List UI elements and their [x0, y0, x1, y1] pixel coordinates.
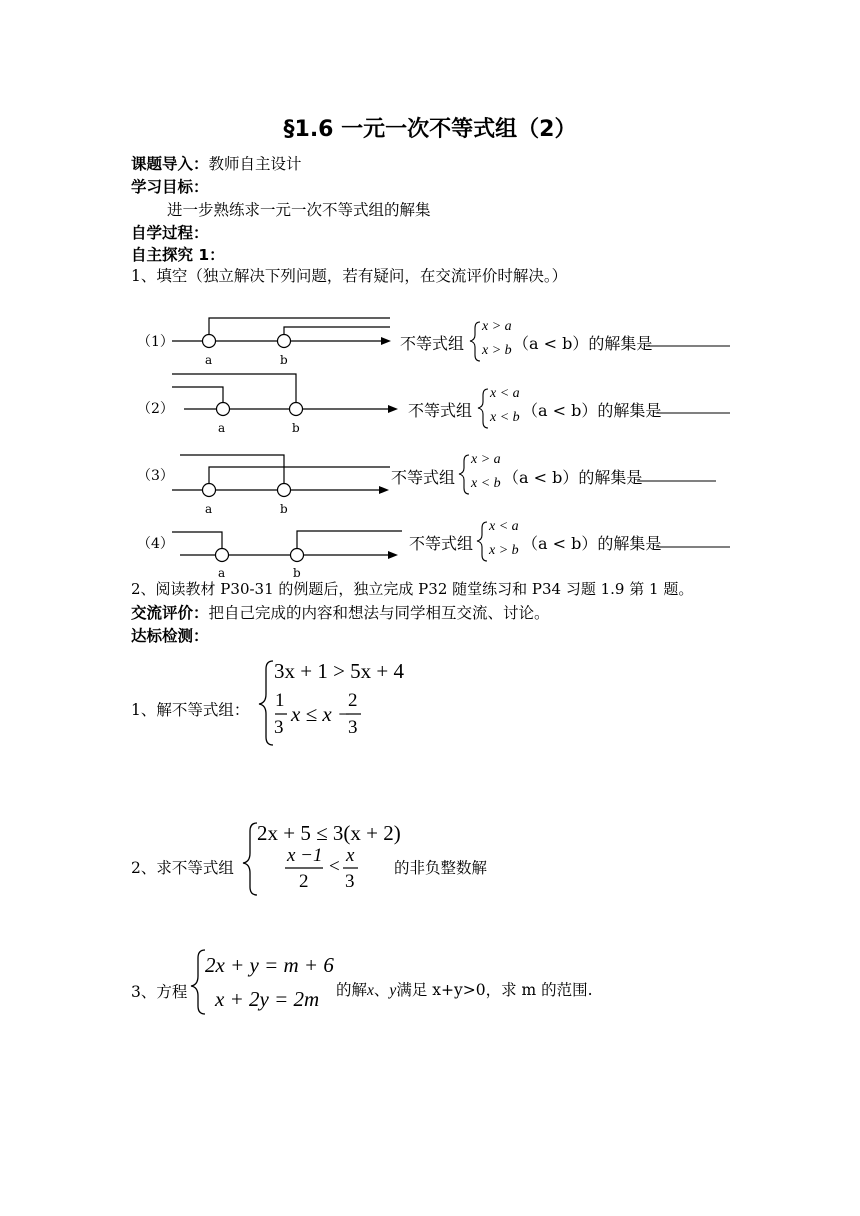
p1-label-b: b — [280, 353, 288, 367]
q1-frac1-den: 3 — [274, 717, 284, 738]
p2-label-b: b — [292, 421, 300, 435]
number-line-1 — [172, 318, 391, 348]
q3-suffix-a: 的解 — [336, 981, 368, 999]
p2-cond: （a < b）的解集是 — [522, 401, 662, 420]
q2-suffix: 的非负整数解 — [394, 859, 488, 877]
q2-frac2-den: 3 — [345, 871, 355, 892]
answer-blanks — [637, 346, 730, 547]
q1-row2-mid: x ≤ x − — [291, 702, 352, 726]
p4-prefix: 不等式组 — [409, 534, 474, 553]
q1-frac2-num: 2 — [348, 690, 358, 711]
p1-label-a: a — [205, 353, 213, 367]
number-line-4 — [172, 531, 402, 562]
q2-text: 2、求不等式组 — [131, 859, 234, 877]
goals-label: 学习目标： — [131, 178, 209, 196]
q3-var-x: x — [367, 982, 374, 999]
q3-row1: 2x + y = m + 6 — [205, 953, 334, 977]
problem-4-num: （4） — [137, 536, 174, 552]
p3-cond: （a < b）的解集是 — [503, 468, 643, 487]
p2-label-a: a — [218, 421, 226, 435]
problem-3-num: （3） — [137, 468, 174, 484]
q3-suffix-b: 满足 x+y>0，求 m 的范围. — [396, 981, 593, 999]
q1-row1: 3x + 1 > 5x + 4 — [274, 659, 405, 683]
exchange-text: 把自己完成的内容和想法与同学相互交流、讨论。 — [208, 604, 550, 622]
number-line-2 — [172, 374, 398, 416]
p4-label-b: b — [293, 566, 301, 580]
p3-row2: x < b — [471, 476, 501, 491]
fill-instruction: 1、填空（独立解决下列问题，若有疑问，在交流评价时解决。） — [131, 267, 568, 285]
problem-2-num: （2） — [137, 401, 174, 417]
number-line-3 — [172, 455, 390, 497]
p4-cond: （a < b）的解集是 — [522, 534, 662, 553]
exchange-line — [131, 601, 550, 623]
p1-row2: x > b — [482, 343, 512, 358]
intro-label: 课题导入： — [131, 155, 209, 173]
p4-label-a: a — [218, 566, 226, 580]
exchange-label: 交流评价： — [131, 604, 209, 622]
q1-frac2-den: 3 — [348, 717, 358, 738]
q1-frac1-num: 1 — [275, 690, 285, 711]
q2-frac2-num: x — [346, 845, 355, 866]
p2-prefix: 不等式组 — [408, 401, 473, 420]
p3-prefix: 不等式组 — [391, 468, 456, 487]
read-instruction: 2、阅读教材 P30-31 的例题后，独立完成 P32 随堂练习和 P34 习题 1.9 第 1 题。 — [131, 580, 694, 598]
q1-text: 1、解不等式组： — [131, 701, 250, 719]
q3-suffix — [336, 978, 593, 1000]
p3-label-b: b — [280, 502, 288, 516]
p4-row2: x > b — [489, 543, 519, 558]
check-label: 达标检测： — [131, 627, 209, 645]
p3-row1: x > a — [471, 452, 501, 467]
p2-row2: x < b — [490, 410, 520, 425]
q3-row2: x + 2y = 2m — [215, 987, 320, 1011]
p1-prefix: 不等式组 — [400, 334, 465, 353]
q3-var-y: y — [389, 982, 397, 999]
q2-lt: < — [329, 856, 340, 877]
p2-row1: x < a — [490, 386, 520, 401]
q2-frac1-den: 2 — [299, 871, 309, 892]
p3-label-a: a — [205, 502, 213, 516]
page-title: §1.6 一元一次不等式组（2） — [283, 117, 577, 142]
goals-text: 进一步熟练求一元一次不等式组的解集 — [167, 201, 431, 219]
problem-1-num: （1） — [137, 334, 174, 350]
explore-label: 自主探究 1： — [131, 246, 225, 264]
q3-sep: 、 — [373, 981, 390, 999]
p1-row1: x > a — [482, 319, 512, 334]
q2-row1: 2x + 5 ≤ 3(x + 2) — [257, 821, 401, 845]
p4-row1: x < a — [489, 519, 519, 534]
p1-cond: （a < b）的解集是 — [513, 334, 653, 353]
q3-text: 3、方程 — [131, 983, 188, 1001]
q2-frac1-num: x −1 — [287, 845, 323, 866]
process-label: 自学过程： — [131, 224, 209, 242]
intro-text: 教师自主设计 — [208, 155, 302, 173]
